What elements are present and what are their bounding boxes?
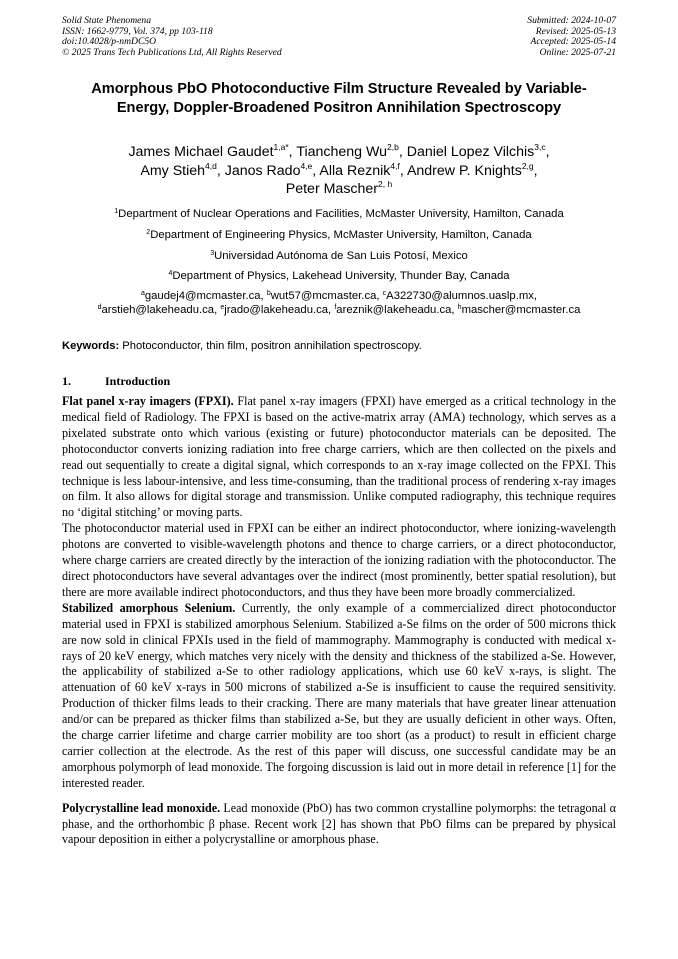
email-link[interactable]: jrado@lakeheadu.ca,	[224, 304, 335, 317]
journal-info	[62, 16, 282, 58]
keywords: Keywords: Photoconductor, thin film, positron annihilation spectroscopy.	[62, 340, 422, 352]
email-link[interactable]: arstieh@lakeheadu.ca,	[101, 304, 221, 317]
email-link[interactable]: A322730@alumnos.uaslp.mx,	[386, 290, 538, 303]
doi: doi:10.4028/p-nmDC5O	[62, 36, 157, 48]
body-text	[62, 394, 616, 848]
paragraph: Polycrystalline lead monoxide. Lead monoxide (PbO) has two common crystalline polymorphs: the tetragonal α phase, and the orthorhombic β phase. Recent work [2] has shown that PbO films can be prepared by physical vapour deposition in either a polycrystalline or amorphous phase.	[62, 800, 616, 847]
affiliation: $^2$Department of Engineering Physics, McMaster University, Hamilton, Canada	[146, 228, 532, 241]
author: Amy Stieh$^{4,d}$	[140, 160, 217, 179]
affiliation: $^3$Universidad Autónoma de San Luis Potosí, Mexico	[210, 249, 468, 262]
journal-name: Solid State Phenomena	[62, 15, 151, 26]
author: Alla Reznik$^{4,f}$	[319, 160, 400, 179]
email-link[interactable]: wut57@mcmaster.ca,	[270, 290, 383, 303]
issn-volume: ISSN: 1662-9779, Vol. 374, pp 103-118	[62, 25, 213, 37]
author: Daniel Lopez Vilchis$^{3,c}$	[406, 142, 546, 160]
paragraph: Stabilized amorphous Selenium. Currently, the only example of a commercialized direct photoconductor material used in FPXI is stabilized amorphous Selenium. Stabilized a-Se films on the order of 500 microns thick are now sold in clinical FPXIs used in the field of mammography. Mammography is conducted with medical x-rays of 20 keV energy, which matches very nicely with the density and thickness of the stabilized a-Se. However, the applicability of stabilized a-Se to other radiology applications, which use 60 keV x-rays, is slight. The attenuation of 60 keV x-rays in 500 microns of stabilized a-Se is insufficient to cause the required sensitivity. Production of thicker films leads to their cracking. There are many materials that have greater linear attenuation and/or can be prepared as thicker films than stabilized a-Se, but they are usually deficient in other ways. Often, the charge carrier lifetime and charge carrier mobility are too short (as a product) to result in efficient charge carrier collection at the electrode. As the rest of this paper will discuss, one successful candidate may be an amorphous polymorph of lead monoxide. The forgoing discussion is laid out in more detail in reference [1] for the interested reader.	[62, 600, 616, 790]
submitted-date: Submitted: 2024-10-07	[527, 15, 616, 26]
author: Tiancheng Wu$^{2,b}$	[296, 142, 399, 160]
email-line: $^d$arstieh@lakeheadu.ca, $^e$jrado@lakeheadu.ca, $^f$areznik@lakeheadu.ca, $^h$mascher@mcmaster.ca	[97, 304, 581, 317]
publication-dates	[527, 16, 616, 58]
author: Janos Rado$^{4,e}$	[224, 160, 313, 179]
paragraph: Flat panel x-ray imagers (FPXI). Flat panel x-ray imagers (FPXI) have emerged as a critical technology in the medical field of Radiology. The FPXI is based on the active-matrix array (AMA) technology, which serves as a pixelated substrate onto which various (existing or future) photoconductor materials can be deposited. The photoconductor converts ionizing radiation into free charge carriers, which are then collected on the pixels and read out sequentially to create a digital signal, which corresponds to an x-ray image collected on the FPXI. This technique is less labour-intensive, and less time-consuming, than the traditional process of rendering x-ray images on film. It also allows for digital storage and transmission. Unlike computed radiography, this technique requires no ‘digital stitching’ or moving parts.	[62, 394, 616, 520]
paper-title: Amorphous PbO Photoconductive Film Structure Revealed by Variable-Energy, Doppler-Broadened Positron Annihilation Spectroscopy	[91, 81, 587, 116]
affiliation: $^4$Department of Physics, Lakehead University, Thunder Bay, Canada	[168, 270, 510, 283]
paragraph: The photoconductor material used in FPXI can be either an indirect photoconductor, where ionizing-wavelength photons are converted to visible-wavelength photons and thence to charge carriers, or a direct photoconductor, where charge carriers are created directly by the interaction of the ionizing radiation with the photoconductor. The direct photoconductors have several advantages over the indirect (most prominently, better spatial resolution), but there are more available indirect photoconductors, and thus they have been more broadly commercialized.	[62, 521, 616, 599]
email-line: $^a$gaudej4@mcmaster.ca, $^b$wut57@mcmaster.ca, $^c$A322730@alumnos.uaslp.mx,	[140, 290, 538, 303]
online-date: Online: 2025-07-21	[539, 46, 616, 58]
copyright: © 2025 Trans Tech Publications Ltd, All Rights Reserved	[62, 46, 282, 58]
accepted-date: Accepted: 2025-05-14	[530, 36, 616, 48]
affiliation: $^1$Department of Nuclear Operations and Facilities, McMaster University, Hamilton, Canada	[114, 208, 564, 220]
email-link[interactable]: gaudej4@mcmaster.ca,	[144, 290, 267, 303]
email-list	[62, 289, 616, 317]
author-list: James Michael Gaudet$^{1,a*}$, Tiancheng Wu$^{2,b}$, Daniel Lopez Vilchis$^{3,c}$, Amy Stieh$^{4,d}$, Janos Rado$^{4,e}$, Alla Reznik$^{4,f}$, Andrew P. Knights$^{2,g}$, Peter Mascher$^{2, h}$	[128, 142, 550, 198]
author: Peter Mascher$^{2, h}$	[285, 179, 393, 198]
affiliations	[62, 204, 616, 318]
author: James Michael Gaudet$^{1,a*}$	[128, 142, 289, 160]
section-heading: 1. Introduction	[62, 374, 171, 388]
author: Andrew P. Knights$^{2,g}$	[406, 160, 534, 179]
email-link[interactable]: areznik@lakeheadu.ca,	[336, 304, 458, 317]
email-link[interactable]: mascher@mcmaster.ca	[461, 304, 581, 317]
revised-date: Revised: 2025-05-13	[535, 25, 616, 37]
